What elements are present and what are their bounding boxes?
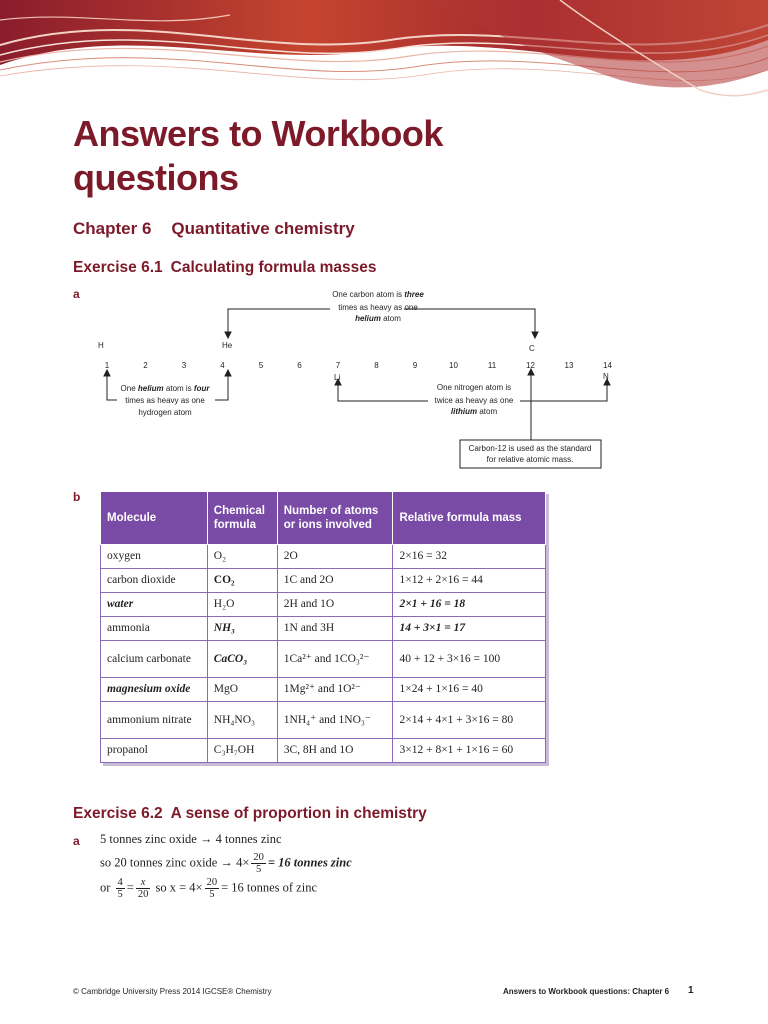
ex2-line2: so 20 tonnes zinc oxide → 4× $\frac{20}{5}$ = 16 tonnes zinc <box>100 852 352 875</box>
table-row <box>101 739 546 763</box>
page-number: 1 <box>688 985 694 996</box>
cell-molecule: carbon dioxide <box>101 569 208 593</box>
fraction: $\frac{20}{5}$ <box>253 852 264 875</box>
exercise-6-2-heading: Exercise 6.2 A sense of proportion in chemistry <box>73 805 427 822</box>
cell-mass: 2×1 + 16 = 18 <box>393 593 546 617</box>
footer-copyright: © Cambridge University Press 2014 IGCSE® Chemistry <box>73 987 272 996</box>
cell-atoms: 1Ca²⁺ and 1CO₃²⁻ <box>277 641 393 678</box>
scale-number: 10 <box>449 361 458 370</box>
cell-mass: 1×24 + 1×16 = 40 <box>393 678 546 702</box>
chapter-heading: Chapter 6 Quantitative chemistry <box>73 219 355 238</box>
cell-molecule: water <box>101 593 208 617</box>
cell-formula: O₂ <box>207 545 277 569</box>
cell-atoms: 1NH₄⁺ and 1NO₃⁻ <box>277 702 393 739</box>
callout-helium-line2: times as heavy as one <box>125 396 205 405</box>
exercise-6-1-heading: Exercise 6.1 Calculating formula masses <box>73 259 377 276</box>
scale-number: 7 <box>335 361 341 370</box>
cell-formula: H₂O <box>207 593 277 617</box>
cell-formula: C₃H₇OH <box>207 739 277 763</box>
scale-number: 11 <box>487 361 497 370</box>
element-n: N <box>603 372 609 381</box>
relative-mass-diagram <box>0 0 768 480</box>
table-row <box>101 702 546 739</box>
table-row <box>101 617 546 641</box>
cell-formula: MgO <box>207 678 277 702</box>
table-row <box>101 545 546 569</box>
footer-chapter: Answers to Workbook questions: Chapter 6 <box>503 987 670 996</box>
cell-molecule: calcium carbonate <box>101 641 208 678</box>
box-note-line2: for relative atomic mass. <box>486 455 574 464</box>
element-li: Li <box>334 373 341 382</box>
scale-number: 6 <box>297 361 302 370</box>
cell-mass: 3×12 + 8×1 + 1×16 = 60 <box>393 739 546 763</box>
cell-atoms: 1N and 3H <box>277 617 393 641</box>
scale-number: 9 <box>412 361 418 370</box>
scale-number: 8 <box>374 361 379 370</box>
cell-mass: 1×12 + 2×16 = 44 <box>393 569 546 593</box>
cell-molecule: magnesium oxide <box>101 678 208 702</box>
table-row <box>101 678 546 702</box>
part-a-label: a <box>73 287 80 301</box>
header-molecule: Molecule <box>101 492 208 545</box>
fraction: $\frac{x}{20}$ <box>137 877 149 900</box>
scale-number: 13 <box>564 361 574 370</box>
scale-number: 5 <box>258 361 264 370</box>
cell-molecule: propanol <box>101 739 208 763</box>
fraction: $\frac{20}{5}$ <box>206 877 218 900</box>
table-header-row <box>101 492 546 545</box>
element-h: H <box>98 341 104 350</box>
callout-nitrogen-line3: lithium atom <box>450 407 498 416</box>
cell-formula: CaCO₃ <box>207 641 277 678</box>
cell-atoms: 2O <box>277 545 393 569</box>
table-row <box>101 641 546 678</box>
cell-atoms: 3C, 8H and 1O <box>277 739 393 763</box>
cell-mass: 2×16 = 32 <box>393 545 546 569</box>
cell-atoms: 2H and 1O <box>277 593 393 617</box>
callout-helium-line1: One helium atom is four <box>120 384 210 393</box>
callout-carbon-line3: helium atom <box>355 314 401 323</box>
ex2-part-a-label: a <box>73 834 80 848</box>
cell-atoms: 1C and 2O <box>277 569 393 593</box>
cell-mass: 14 + 3×1 = 17 <box>393 617 546 641</box>
cell-mass: 2×14 + 4×1 + 3×16 = 80 <box>393 702 546 739</box>
part-b-label: b <box>73 490 81 504</box>
scale-number: 3 <box>181 361 187 370</box>
cell-mass: 40 + 12 + 3×16 = 100 <box>393 641 546 678</box>
scale-number: 1 <box>104 361 110 370</box>
element-c: C <box>529 344 535 353</box>
header-mass: Relative formula mass <box>393 492 546 545</box>
cell-formula: NH₃ <box>207 617 277 641</box>
cell-formula: NH₄NO₃ <box>207 702 277 739</box>
cell-formula: CO₂ <box>207 569 277 593</box>
page-title: Answers to Workbook questions <box>73 113 443 198</box>
element-he: He <box>222 341 233 350</box>
callout-carbon-line2: times as heavy as one <box>338 303 418 312</box>
callout-carbon-line1: One carbon atom is three <box>332 290 424 299</box>
cell-molecule: ammonium nitrate <box>101 702 208 739</box>
scale-number: 2 <box>143 361 148 370</box>
table-row <box>101 569 546 593</box>
callout-nitrogen-line1: One nitrogen atom is <box>436 383 512 392</box>
table-row <box>101 593 546 617</box>
cell-molecule: ammonia <box>101 617 208 641</box>
ex2-line1: 5 tonnes zinc oxide → 4 tonnes zinc <box>100 832 282 846</box>
scale-number: 12 <box>526 361 535 370</box>
header-atoms: Number of atoms or ions involved <box>277 492 393 545</box>
formula-mass-table <box>100 491 546 763</box>
scale-number: 14 <box>603 361 612 370</box>
fraction: $\frac{4}{5}$ <box>117 877 123 900</box>
callout-helium-line3: hydrogen atom <box>138 408 192 417</box>
cell-molecule: oxygen <box>101 545 208 569</box>
cell-atoms: 1Mg²⁺ and 1O²⁻ <box>277 678 393 702</box>
header-formula: Chemical formula <box>207 492 277 545</box>
ex2-line3: or $\frac{4}{5}$ = $\frac{x}{20}$ so x = 4× $\frac{20}{5}$ = 16 tonnes of zinc <box>100 877 317 900</box>
scale-number: 4 <box>220 361 225 370</box>
box-note-line1: Carbon-12 is used as the standard <box>468 444 592 453</box>
callout-nitrogen-line2: twice as heavy as one <box>434 396 514 405</box>
